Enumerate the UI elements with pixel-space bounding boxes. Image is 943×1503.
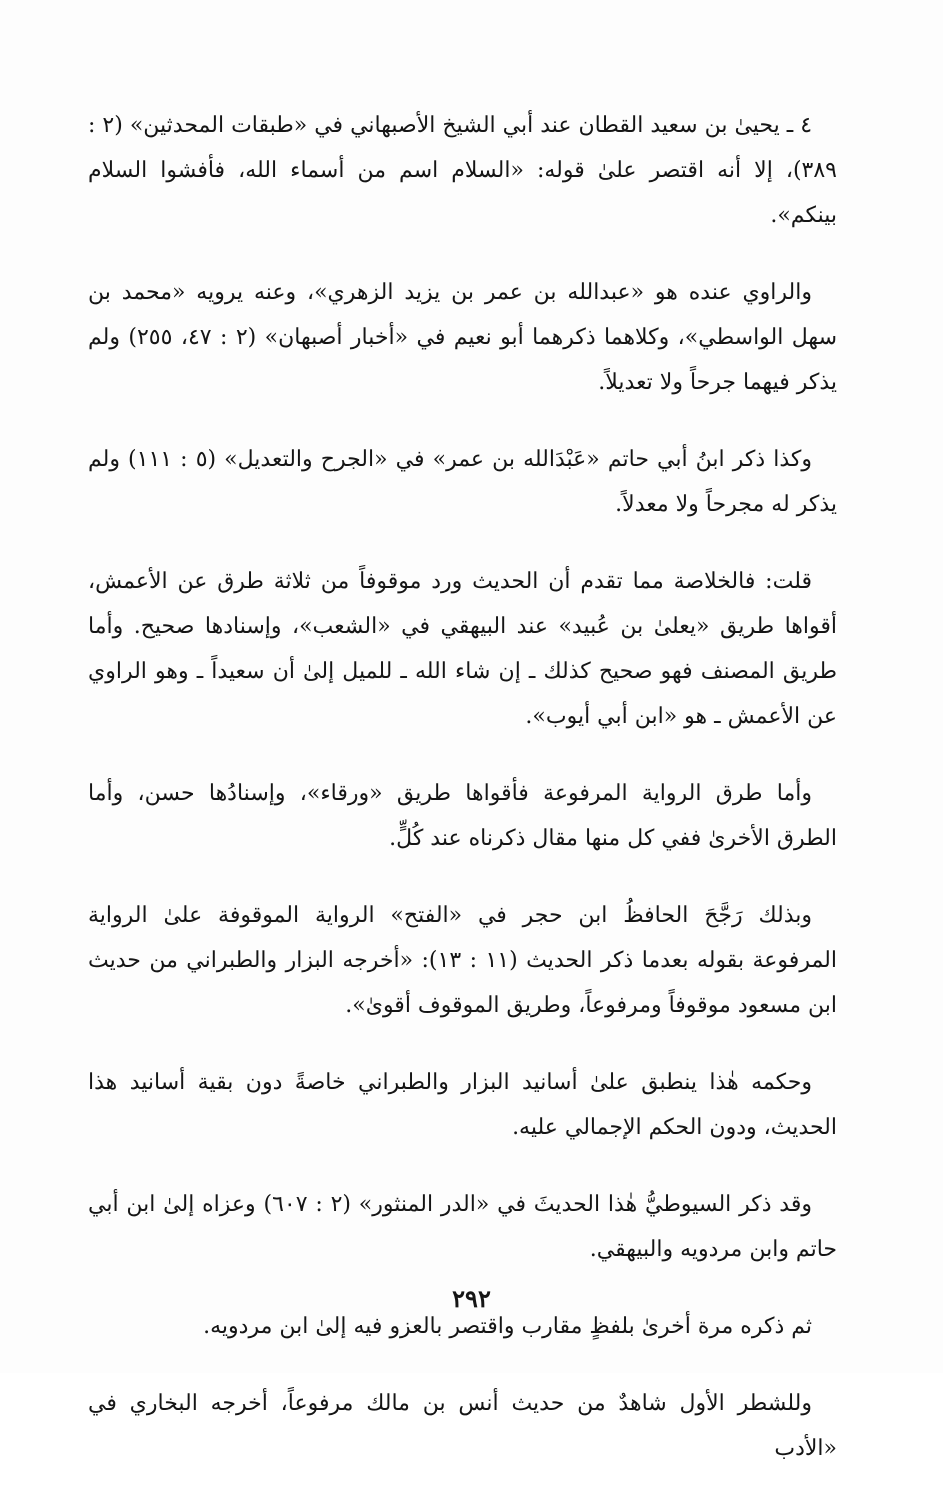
paragraph-witness: وللشطر الأول شاهدٌ من حديث أنس بن مالك مرفوعاً، أخرجه البخاري في «الأدب: [88, 1391, 837, 1461]
paragraph-ruling: وحكمه هٰذا ينطبق علىٰ أسانيد البزار والطبراني خاصةً دون بقية أسانيد هذا الحديث، ودون الحكم الإجمالي عليه.: [88, 1070, 837, 1140]
page-number: ٢٩٢: [452, 1284, 491, 1313]
paragraph-narrator: والراوي عنده هو «عبدالله بن عمر بن يزيد الزهري»، وعنه يرويه «محمد بن سهل الواسطي»، وكلاهما ذكرهما أبو نعيم في «أخبار أصبهان» (٢ : ٤٧، ٢٥٥) ولم يذكر فيهما جرحاً ولا تعديلاً.: [88, 280, 838, 395]
paragraph-suyuti: وقد ذكر السيوطيُّ هٰذا الحديثَ في «الدر المنثور» (٢ : ٦٠٧) وعزاه إلىٰ ابن أبي حاتم وابن مردويه والبيهقي.: [88, 1192, 837, 1262]
paragraph-ibn-hajar: وبذلك رَجَّحَ الحافظُ ابن حجر في «الفتح» الرواية الموقوفة علىٰ الرواية المرفوعة بقوله بعدما ذكر الحديث (١١ : ١٣): «أخرجه البزار والطبراني من حديث ابن مسعود موقوفاً ومرفوعاً، وطريق الموقوف أقوىٰ».: [88, 903, 837, 1018]
paragraph-marfu-routes: وأما طرق الرواية المرفوعة فأقواها طريق «ورقاء»، وإسنادُها حسن، وأما الطرق الأخرىٰ ففي كل منها مقال ذكرناه عند كُلٍّ.: [88, 781, 837, 851]
paragraph-item-4-yahya: ٤ ـ يحيىٰ بن سعيد القطان عند أبي الشيخ الأصبهاني في «طبقات المحدثين» (٢ : ٣٨٩)، إلا أنه اقتصر علىٰ قوله: «السلام اسم من أسماء الله، فأفشوا السلام بينكم».: [88, 113, 837, 228]
paragraph-ibn-abi-hatim: وكذا ذكر ابنُ أبي حاتم «عَبْدَالله بن عمر» في «الجرح والتعديل» (٥ : ١١١) ولم يذكر له مجرحاً ولا معدلاً.: [88, 447, 837, 517]
paragraph-mentioned-again: ثم ذكره مرة أخرىٰ بلفظٍ مقارب واقتصر بالعزو فيه إلىٰ ابن مردويه.: [203, 1314, 812, 1339]
paragraph-conclusion: قلت: فالخلاصة مما تقدم أن الحديث ورد موقوفاً من ثلاثة طرق عن الأعمش، أقواها طريق «يعلىٰ بن عُبيد» عند البيهقي في «الشعب»، وإسنادها صحيح. وأما طريق المصنف فهو صحيح كذلك ـ إن شاء الله ـ للميل إلىٰ أن سعيداً ـ وهو الراوي عن الأعمش ـ هو «ابن أبي أيوب».: [88, 569, 837, 729]
